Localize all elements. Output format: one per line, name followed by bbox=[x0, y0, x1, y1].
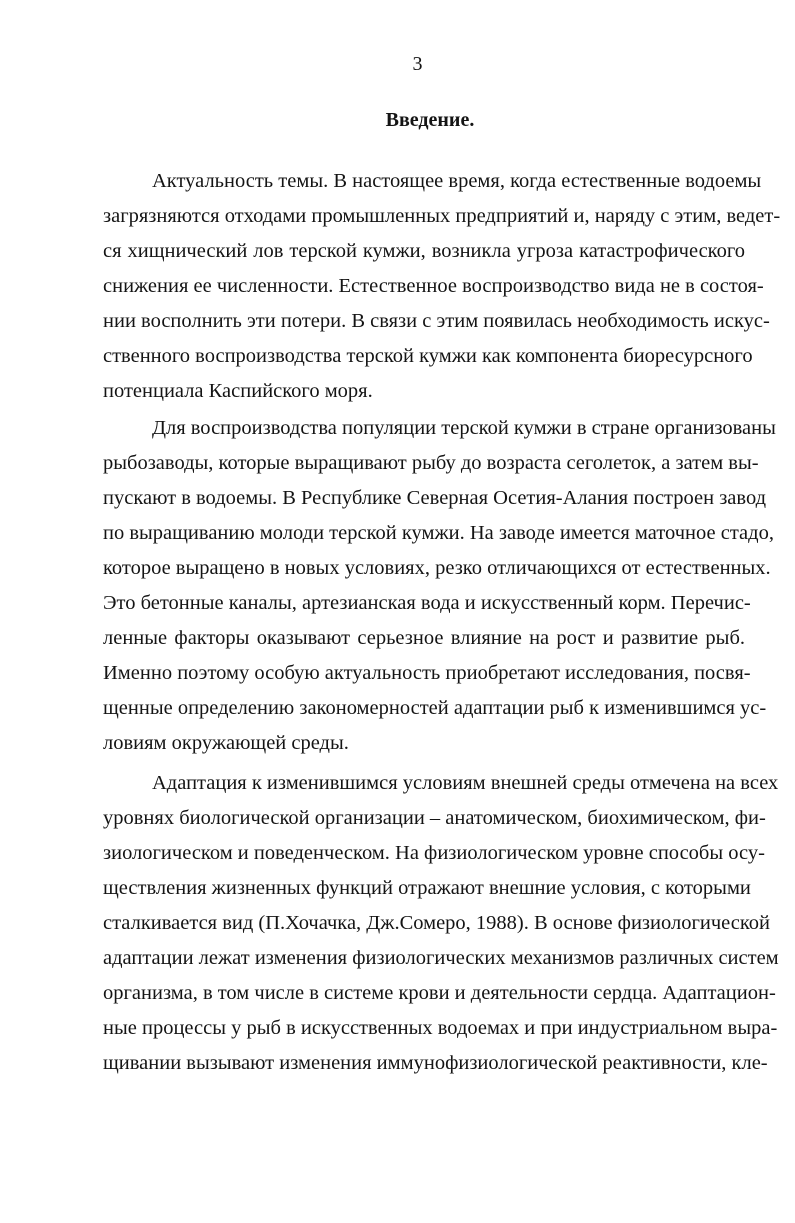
text-line: потенциала Каспийского моря. bbox=[103, 380, 373, 402]
text-line: Адаптация к изменившимся условиям внешней среды отмечена на всех bbox=[152, 772, 779, 794]
text-line: организма, в том числе в системе крови и деятельности сердца. Адаптацион- bbox=[103, 982, 776, 1004]
text-line: которое выращено в новых условиях, резко отличающихся от естественных. bbox=[103, 557, 771, 579]
text-line: адаптации лежат изменения физиологических механизмов различных систем bbox=[103, 947, 779, 969]
text-line: Для воспроизводства популяции терской кумжи в стране организованы bbox=[152, 417, 776, 439]
text-line: Это бетонные каналы, артезианская вода и искусственный корм. Перечис- bbox=[103, 592, 751, 614]
text-line: пускают в водоемы. В Республике Северная Осетия-Алания построен завод bbox=[103, 487, 767, 509]
text-line: сталкивается вид (П.Хочачка, Дж.Сомеро, 1988). В основе физиологической bbox=[103, 912, 770, 934]
text-line: зиологическом и поведенческом. На физиологическом уровне способы осу- bbox=[103, 842, 765, 864]
text-line: Актуальность темы. В настоящее время, когда естественные водоемы bbox=[152, 170, 762, 192]
page-number: 3 bbox=[412, 53, 423, 75]
text-line: по выращиванию молоди терской кумжи. На заводе имеется маточное стадо, bbox=[103, 522, 774, 544]
section-heading: Введение. bbox=[385, 109, 475, 131]
text-line: ществления жизненных функций отражают внешние условия, с которыми bbox=[103, 877, 751, 899]
text-line: уровнях биологической организации – анатомическом, биохимическом, фи- bbox=[103, 807, 766, 829]
text-line: ловиям окружающей среды. bbox=[103, 732, 349, 754]
text-line: щенные определению закономерностей адаптации рыб к изменившимся ус- bbox=[103, 697, 767, 719]
text-line: нии восполнить эти потери. В связи с этим появилась необходимость искус- bbox=[103, 310, 770, 332]
text-line: ся хищнический лов терской кумжи, возникла угроза катастрофического bbox=[103, 240, 745, 262]
text-line: ленные факторы оказывают серьезное влияние на рост и развитие рыб. bbox=[103, 627, 745, 649]
text-line: ственного воспроизводства терской кумжи как компонента биоресурсного bbox=[103, 345, 753, 367]
text-line: рыбозаводы, которые выращивают рыбу до возраста сеголеток, а затем вы- bbox=[103, 452, 759, 474]
text-line: загрязняются отходами промышленных предприятий и, наряду с этим, ведет- bbox=[103, 205, 781, 227]
text-line: щивании вызывают изменения иммунофизиологической реактивности, кле- bbox=[103, 1052, 768, 1074]
text-line: снижения ее численности. Естественное воспроизводство вида не в состоя- bbox=[103, 275, 764, 297]
text-line: Именно поэтому особую актуальность приобретают исследования, посвя- bbox=[103, 662, 751, 684]
text-line: ные процессы у рыб в искусственных водоемах и при индустриальном выра- bbox=[103, 1017, 778, 1039]
